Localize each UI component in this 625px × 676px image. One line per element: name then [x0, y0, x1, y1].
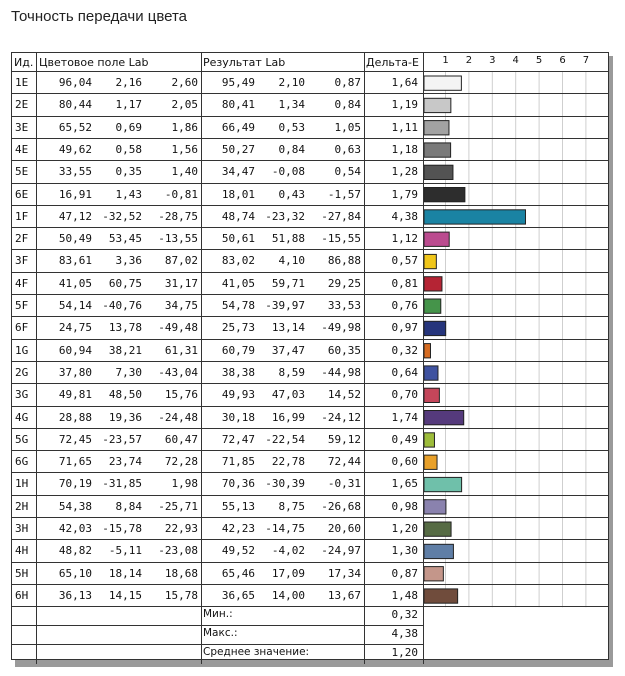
row-id: 2H	[15, 499, 29, 513]
x-tick-label: 3	[489, 55, 496, 66]
bar-1G	[424, 344, 430, 358]
target-lab-value: 83,61	[58, 254, 92, 268]
row-divider	[12, 495, 608, 496]
result-lab-value: 50,61	[221, 232, 255, 246]
target-lab-value: 14,15	[108, 588, 142, 602]
target-lab-value: 70,19	[58, 477, 92, 491]
result-lab-value: 14,00	[271, 588, 305, 602]
target-lab-value: 18,14	[108, 566, 142, 580]
result-lab-value: 0,84	[278, 142, 305, 156]
result-lab-value: 66,49	[221, 120, 255, 134]
bar-6E	[424, 188, 465, 202]
row-divider	[12, 116, 608, 117]
row-divider	[12, 183, 608, 184]
delta-e-value: 0,76	[391, 299, 418, 312]
delta-e-value: 1,19	[391, 98, 418, 112]
result-lab-value: 0,54	[334, 165, 361, 179]
row-divider	[12, 517, 608, 518]
target-lab-value: -40,76	[102, 299, 142, 312]
row-id: 3F	[15, 254, 29, 268]
row-divider	[12, 383, 608, 384]
row-id: 6G	[15, 455, 29, 469]
result-lab-value: -4,02	[271, 544, 305, 558]
delta-e-value: 1,48	[391, 588, 418, 602]
column-divider	[36, 53, 37, 664]
target-lab-value: 42,03	[58, 522, 92, 535]
result-lab-value: 95,49	[221, 76, 255, 89]
row-id: 1F	[15, 209, 29, 223]
target-lab-value: 60,47	[164, 432, 198, 446]
bar-3G	[424, 388, 439, 402]
x-tick-label: 2	[465, 55, 473, 66]
target-lab-value: -23,57	[102, 432, 142, 446]
result-lab-value: 54,78	[221, 299, 255, 312]
target-lab-value: -0,81	[164, 187, 198, 201]
result-lab-value: -0,31	[327, 477, 361, 491]
bar-2H	[424, 500, 446, 514]
bar-6G	[424, 455, 437, 469]
row-id: 2G	[15, 365, 29, 379]
delta-e-value: 0,87	[391, 566, 418, 580]
result-lab-value: 17,34	[327, 566, 361, 580]
target-lab-value: 0,35	[115, 165, 142, 179]
header-result-lab: Результат Lab	[203, 56, 286, 69]
result-lab-value: -24,12	[321, 410, 361, 424]
target-lab-value: -23,08	[158, 544, 198, 558]
bar-2E	[424, 98, 451, 112]
target-lab-value: 53,45	[108, 232, 142, 246]
target-lab-value: 65,52	[58, 120, 92, 134]
result-lab-value: 1,34	[278, 98, 305, 112]
row-divider	[12, 294, 608, 295]
row-id: 4G	[15, 410, 29, 424]
row-divider	[12, 428, 608, 429]
delta-e-value: 0,98	[391, 499, 418, 513]
result-lab-value: 70,36	[221, 477, 255, 491]
result-lab-value: -14,75	[265, 522, 305, 535]
result-lab-value: 59,12	[327, 432, 361, 446]
header-target-lab: Цветовое поле Lab	[39, 56, 149, 69]
result-lab-value: 0,87	[334, 76, 361, 89]
summary-label: Среднее значение:	[203, 646, 310, 659]
target-lab-value: 15,76	[164, 388, 198, 402]
row-divider	[12, 562, 608, 563]
row-id: 6H	[15, 588, 29, 602]
result-lab-value: 22,78	[271, 455, 305, 469]
summary-label: Макс.:	[203, 627, 238, 640]
row-id: 4E	[15, 142, 29, 156]
target-lab-value: 60,75	[108, 276, 142, 290]
bar-6F	[424, 321, 446, 335]
result-lab-value: -0,08	[271, 165, 305, 179]
bar-3F	[424, 254, 436, 268]
row-divider	[12, 625, 423, 626]
result-lab-value: -27,84	[321, 209, 361, 223]
delta-e-value: 4,38	[391, 209, 418, 223]
result-lab-value: 72,47	[221, 432, 255, 446]
row-id: 5E	[15, 165, 29, 179]
target-lab-value: 54,38	[58, 499, 92, 513]
result-lab-value: 49,93	[221, 388, 255, 402]
target-lab-value: 22,93	[164, 522, 198, 535]
target-lab-value: -24,48	[158, 410, 198, 424]
bar-5F	[424, 299, 441, 313]
result-lab-value: 20,60	[327, 522, 361, 535]
page-title: Точность передачи цвета	[11, 8, 188, 25]
target-lab-value: 41,05	[58, 276, 92, 290]
summary-value: 0,32	[391, 608, 418, 622]
bar-5G	[424, 433, 434, 447]
delta-e-value: 1,20	[391, 522, 418, 535]
delta-e-value: 1,28	[391, 165, 418, 179]
result-lab-value: 30,18	[221, 410, 255, 424]
target-lab-value: -49,48	[158, 321, 198, 335]
bar-5H	[424, 567, 443, 581]
result-lab-value: 60,79	[221, 343, 255, 357]
target-lab-value: 2,16	[115, 76, 142, 89]
target-lab-value: 16,91	[58, 187, 92, 201]
x-tick-label: 4	[512, 55, 519, 66]
header-delta-e: Дельта-E	[366, 56, 419, 69]
row-id: 3G	[15, 388, 29, 402]
row-divider	[12, 93, 608, 94]
bar-6H	[424, 589, 458, 603]
x-tick-label: 5	[535, 55, 543, 66]
row-divider	[12, 272, 608, 273]
row-divider	[12, 71, 608, 72]
result-lab-value: 38,38	[221, 365, 255, 379]
bar-1H	[424, 477, 462, 491]
result-lab-value: 49,52	[221, 544, 255, 558]
result-lab-value: 51,88	[271, 232, 305, 246]
target-lab-value: -5,11	[108, 544, 142, 558]
result-lab-value: -49,98	[321, 321, 361, 335]
bar-3E	[424, 121, 449, 135]
row-divider	[12, 539, 608, 540]
target-lab-value: 71,65	[58, 455, 92, 469]
result-lab-value: 71,85	[221, 455, 255, 469]
result-lab-value: 33,53	[327, 299, 361, 312]
target-lab-value: 34,75	[164, 299, 198, 312]
result-lab-value: 2,10	[278, 76, 305, 89]
result-lab-value: 14,52	[327, 388, 361, 402]
result-lab-value: 72,44	[327, 455, 361, 469]
target-lab-value: 61,31	[164, 343, 198, 357]
row-divider	[12, 606, 608, 607]
target-lab-value: 18,68	[164, 566, 198, 580]
target-lab-value: 49,62	[58, 142, 92, 156]
summary-label: Мин.:	[203, 608, 233, 621]
summary-value: 1,20	[391, 646, 418, 660]
bar-2G	[424, 366, 438, 380]
result-lab-value: 59,71	[271, 276, 305, 290]
row-id: 3H	[15, 522, 29, 535]
result-lab-value: 25,73	[221, 321, 255, 335]
target-lab-value: 19,36	[108, 410, 142, 424]
result-lab-value: 86,88	[327, 254, 361, 268]
column-divider	[423, 53, 424, 664]
delta-e-value: 0,57	[391, 254, 418, 268]
delta-e-value: 1,18	[391, 142, 418, 156]
target-lab-value: 1,86	[171, 120, 198, 134]
row-divider	[12, 138, 608, 139]
target-lab-value: 48,50	[108, 388, 142, 402]
target-lab-value: 7,30	[115, 365, 142, 379]
row-divider	[12, 584, 608, 585]
bar-1E	[424, 76, 461, 90]
result-lab-value: -24,97	[321, 544, 361, 558]
target-lab-value: 65,10	[58, 566, 92, 580]
row-id: 1E	[15, 76, 29, 89]
result-lab-value: 0,63	[334, 142, 361, 156]
delta-e-value: 0,60	[391, 455, 418, 469]
row-id: 5H	[15, 566, 29, 580]
result-lab-value: -15,55	[321, 232, 361, 246]
delta-e-value: 1,12	[391, 232, 418, 246]
result-lab-value: 0,84	[334, 98, 361, 112]
result-lab-value: 48,74	[221, 209, 255, 223]
bar-4H	[424, 544, 453, 558]
delta-e-value: 1,11	[391, 120, 418, 134]
target-lab-value: -43,04	[158, 365, 198, 379]
target-lab-value: -15,78	[102, 522, 142, 535]
result-lab-value: 1,05	[334, 120, 361, 134]
target-lab-value: 80,44	[58, 98, 92, 112]
target-lab-value: 48,82	[58, 544, 92, 558]
result-lab-value: -23,32	[265, 209, 305, 223]
result-lab-value: 8,59	[278, 365, 305, 379]
result-lab-value: -39,97	[265, 299, 305, 312]
row-id: 2F	[15, 232, 29, 246]
row-id: 4H	[15, 544, 29, 558]
target-lab-value: 87,02	[164, 254, 198, 268]
row-divider	[12, 339, 608, 340]
row-id: 1H	[15, 477, 29, 491]
bar-4F	[424, 277, 442, 291]
bar-4G	[424, 411, 464, 425]
row-id: 3E	[15, 120, 29, 134]
target-lab-value: 3,36	[115, 254, 142, 268]
delta-e-value: 0,70	[391, 388, 418, 402]
result-lab-value: 8,75	[278, 499, 305, 513]
row-divider	[12, 227, 608, 228]
delta-e-value: 0,49	[391, 432, 418, 446]
row-id: 2E	[15, 98, 29, 112]
target-lab-value: 47,12	[58, 209, 92, 223]
target-lab-value: 72,28	[164, 455, 198, 469]
bar-2F	[424, 232, 449, 246]
target-lab-value: 15,78	[164, 588, 198, 602]
target-lab-value: 1,98	[171, 477, 198, 491]
target-lab-value: 1,17	[115, 98, 142, 112]
result-lab-value: 16,99	[271, 410, 305, 424]
target-lab-value: -28,75	[158, 209, 198, 223]
result-lab-value: 29,25	[327, 276, 361, 290]
row-id: 4F	[15, 276, 29, 290]
target-lab-value: 37,80	[58, 365, 92, 379]
delta-e-value: 0,64	[391, 365, 418, 379]
target-lab-value: 23,74	[108, 455, 142, 469]
delta-e-value: 1,79	[391, 187, 418, 201]
delta-e-value: 1,65	[391, 477, 418, 491]
delta-e-value: 1,64	[391, 76, 418, 89]
result-lab-value: -22,54	[265, 432, 305, 446]
result-lab-value: 42,23	[221, 522, 255, 535]
row-id: 6F	[15, 321, 29, 335]
delta-e-table	[11, 52, 609, 660]
row-divider	[12, 644, 423, 645]
result-lab-value: 83,02	[221, 254, 255, 268]
target-lab-value: -13,55	[158, 232, 198, 246]
result-lab-value: 13,67	[327, 588, 361, 602]
result-lab-value: 18,01	[221, 187, 255, 201]
result-lab-value: 17,09	[271, 566, 305, 580]
target-lab-value: -31,85	[102, 477, 142, 491]
target-lab-value: 50,49	[58, 232, 92, 246]
target-lab-value: 60,94	[58, 343, 92, 357]
x-tick-label: 7	[582, 55, 590, 66]
result-lab-value: 41,05	[221, 276, 255, 290]
result-lab-value: -30,39	[265, 477, 305, 491]
header-id: Ид.	[14, 56, 34, 69]
result-lab-value: 55,13	[221, 499, 255, 513]
target-lab-value: 2,05	[171, 98, 198, 112]
row-id: 5G	[15, 432, 29, 446]
target-lab-value: 72,45	[58, 432, 92, 446]
x-tick-label: 1	[442, 55, 449, 66]
result-lab-value: 47,03	[271, 388, 305, 402]
column-divider	[364, 53, 365, 664]
target-lab-value: 28,88	[58, 410, 92, 424]
delta-e-value: 0,97	[391, 321, 418, 335]
row-id: 6E	[15, 187, 29, 201]
result-lab-value: 50,27	[221, 142, 255, 156]
row-divider	[12, 160, 608, 161]
target-lab-value: 31,17	[164, 276, 198, 290]
row-divider	[12, 406, 608, 407]
column-divider	[201, 53, 202, 664]
target-lab-value: 96,04	[58, 76, 92, 89]
bar-4E	[424, 143, 451, 157]
target-lab-value: 1,40	[171, 165, 198, 179]
delta-e-value: 0,81	[391, 276, 418, 290]
target-lab-value: -25,71	[158, 499, 198, 513]
result-lab-value: 37,47	[271, 343, 305, 357]
result-lab-value: 36,65	[221, 588, 255, 602]
target-lab-value: 0,69	[115, 120, 142, 134]
target-lab-value: -32,52	[102, 209, 142, 223]
result-lab-value: 0,43	[278, 187, 305, 201]
row-id: 5F	[15, 299, 29, 312]
target-lab-value: 38,21	[108, 343, 142, 357]
bar-5E	[424, 165, 453, 179]
row-divider	[12, 361, 608, 362]
target-lab-value: 8,84	[115, 499, 142, 513]
result-lab-value: 4,10	[278, 254, 305, 268]
target-lab-value: 2,60	[171, 76, 198, 89]
summary-value: 4,38	[391, 627, 418, 641]
target-lab-value: 1,43	[115, 187, 142, 201]
result-lab-value: 0,53	[278, 120, 305, 134]
target-lab-value: 1,56	[171, 142, 198, 156]
delta-e-value: 1,30	[391, 544, 418, 558]
target-lab-value: 24,75	[58, 321, 92, 335]
target-lab-value: 13,78	[108, 321, 142, 335]
result-lab-value: 34,47	[221, 165, 255, 179]
target-lab-value: 33,55	[58, 165, 92, 179]
result-lab-value: -26,68	[321, 499, 361, 513]
result-lab-value: 13,14	[271, 321, 305, 335]
row-divider	[12, 450, 608, 451]
row-divider	[12, 249, 608, 250]
result-lab-value: 65,46	[221, 566, 255, 580]
row-divider	[12, 316, 608, 317]
delta-e-value: 0,32	[391, 343, 418, 357]
target-lab-value: 36,13	[58, 588, 92, 602]
bar-1F	[424, 210, 525, 224]
row-divider	[12, 205, 608, 206]
row-divider	[12, 472, 608, 473]
bar-3H	[424, 522, 451, 536]
delta-e-bar-chart	[12, 53, 608, 659]
target-lab-value: 0,58	[115, 142, 142, 156]
result-lab-value: -44,98	[321, 365, 361, 379]
target-lab-value: 49,81	[58, 388, 92, 402]
result-lab-value: 60,35	[327, 343, 361, 357]
delta-e-value: 1,74	[391, 410, 418, 424]
result-lab-value: 80,41	[221, 98, 255, 112]
target-lab-value: 54,14	[58, 299, 92, 312]
row-id: 1G	[15, 343, 29, 357]
result-lab-value: -1,57	[327, 187, 361, 201]
x-tick-label: 6	[559, 55, 566, 66]
